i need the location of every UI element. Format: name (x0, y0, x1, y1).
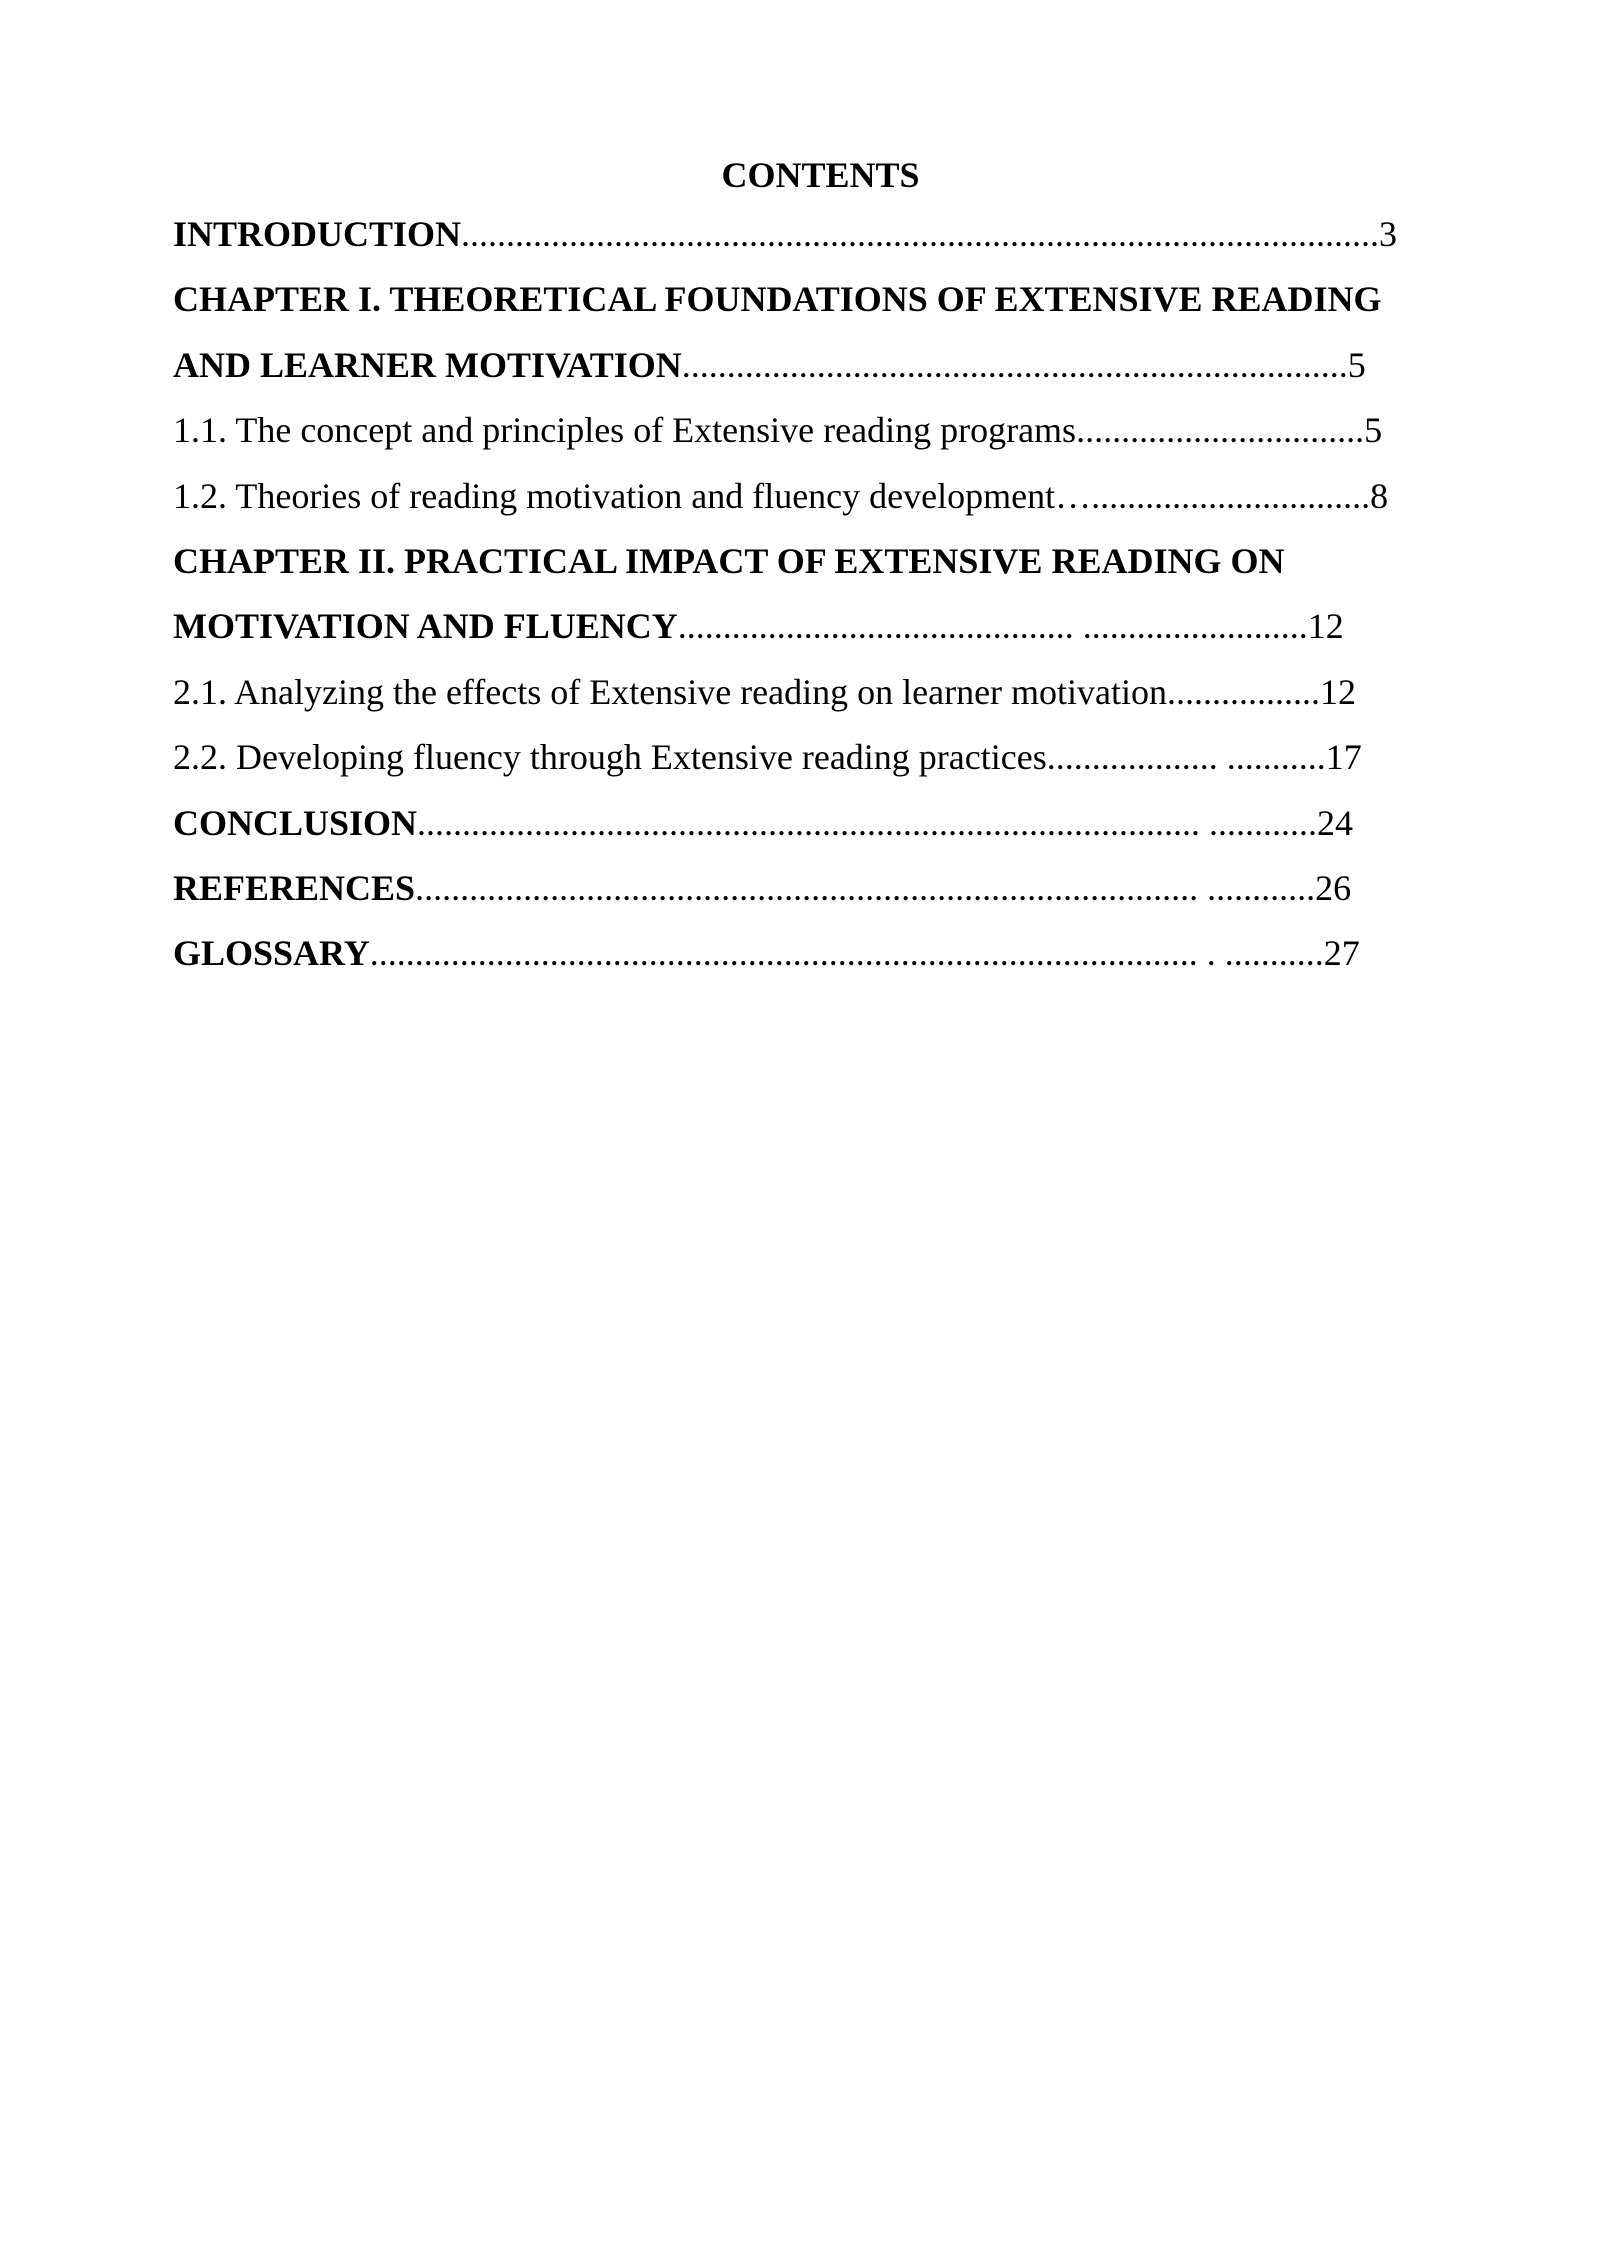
toc-entry-page: 24 (1317, 802, 1354, 843)
toc-entry-leader: ................... ........... (1046, 737, 1326, 778)
toc-entry-section-1-1 (173, 398, 1458, 463)
toc-entry-page: 26 (1315, 868, 1352, 909)
toc-entry-section-1-2 (173, 464, 1458, 529)
toc-entry-leader: ............................................................................................ . ........... (369, 933, 1324, 974)
toc-entry-leader: ............................................ ......................... (677, 606, 1308, 647)
toc-entry-label: CHAPTER II. PRACTICAL IMPACT OF EXTENSIVE READING ON (173, 541, 1285, 582)
toc-entry-conclusion (173, 791, 1458, 856)
toc-entry-page: 5 (1364, 410, 1383, 451)
toc-entry-leader: ................................ (1076, 410, 1365, 451)
toc-entry-label: MOTIVATION AND FLUENCY (173, 606, 678, 647)
toc-entry-leader: .......................................................................... (681, 344, 1348, 385)
toc-entry-section-2-1 (173, 660, 1458, 725)
toc-entry-label: 2.1. Analyzing the effects of Extensive reading on learner motivation (173, 671, 1168, 712)
toc-entry-leader: …............................... (1055, 475, 1371, 516)
toc-entry-page: 27 (1323, 933, 1360, 974)
toc-entry-label: 2.2. Developing fluency through Extensive reading practices (173, 737, 1047, 778)
toc-entry-chapter-1-line-2 (173, 333, 1458, 398)
toc-entry-label: GLOSSARY (173, 933, 370, 974)
toc-entry-page: 8 (1370, 475, 1389, 516)
toc-entry-label: 1.1. The concept and principles of Extensive reading programs (173, 410, 1077, 451)
toc-entry-leader: ....................................................................................... ............ (417, 802, 1318, 843)
toc-entry-label: CONCLUSION (173, 802, 418, 843)
toc-entry-leader: ....................................................................................... ............ (415, 868, 1316, 909)
toc-entry-label: REFERENCES (173, 868, 416, 909)
toc-entry-page: 12 (1320, 671, 1357, 712)
toc-entry-page: 5 (1347, 344, 1366, 385)
toc-entry-chapter-2-line-1 (173, 529, 1458, 594)
toc-entry-chapter-2-line-2 (173, 594, 1458, 659)
toc-entry-glossary (173, 921, 1458, 986)
toc-entry-leader: ................. (1167, 671, 1321, 712)
toc-entry-section-2-2 (173, 725, 1458, 790)
toc-entry-label: INTRODUCTION (173, 214, 462, 254)
toc-entry-page: 17 (1325, 737, 1362, 778)
page-title: CONTENTS (721, 155, 920, 195)
toc-entry-page: 3 (1379, 214, 1398, 254)
toc-entry-introduction (173, 202, 1458, 267)
toc-entry-chapter-1-line-1 (173, 267, 1458, 332)
toc-entry-leader: ...................................................................................................... (461, 214, 1380, 254)
toc-entry-label: 1.2. Theories of reading motivation and fluency development (173, 475, 1056, 516)
table-of-contents (173, 148, 1458, 987)
toc-entry-references (173, 856, 1458, 921)
toc-entry-page: 12 (1307, 606, 1344, 647)
toc-entry-label: CHAPTER I. THEORETICAL FOUNDATIONS OF EXTENSIVE READING (173, 279, 1382, 320)
toc-entry-label: AND LEARNER MOTIVATION (173, 344, 682, 385)
